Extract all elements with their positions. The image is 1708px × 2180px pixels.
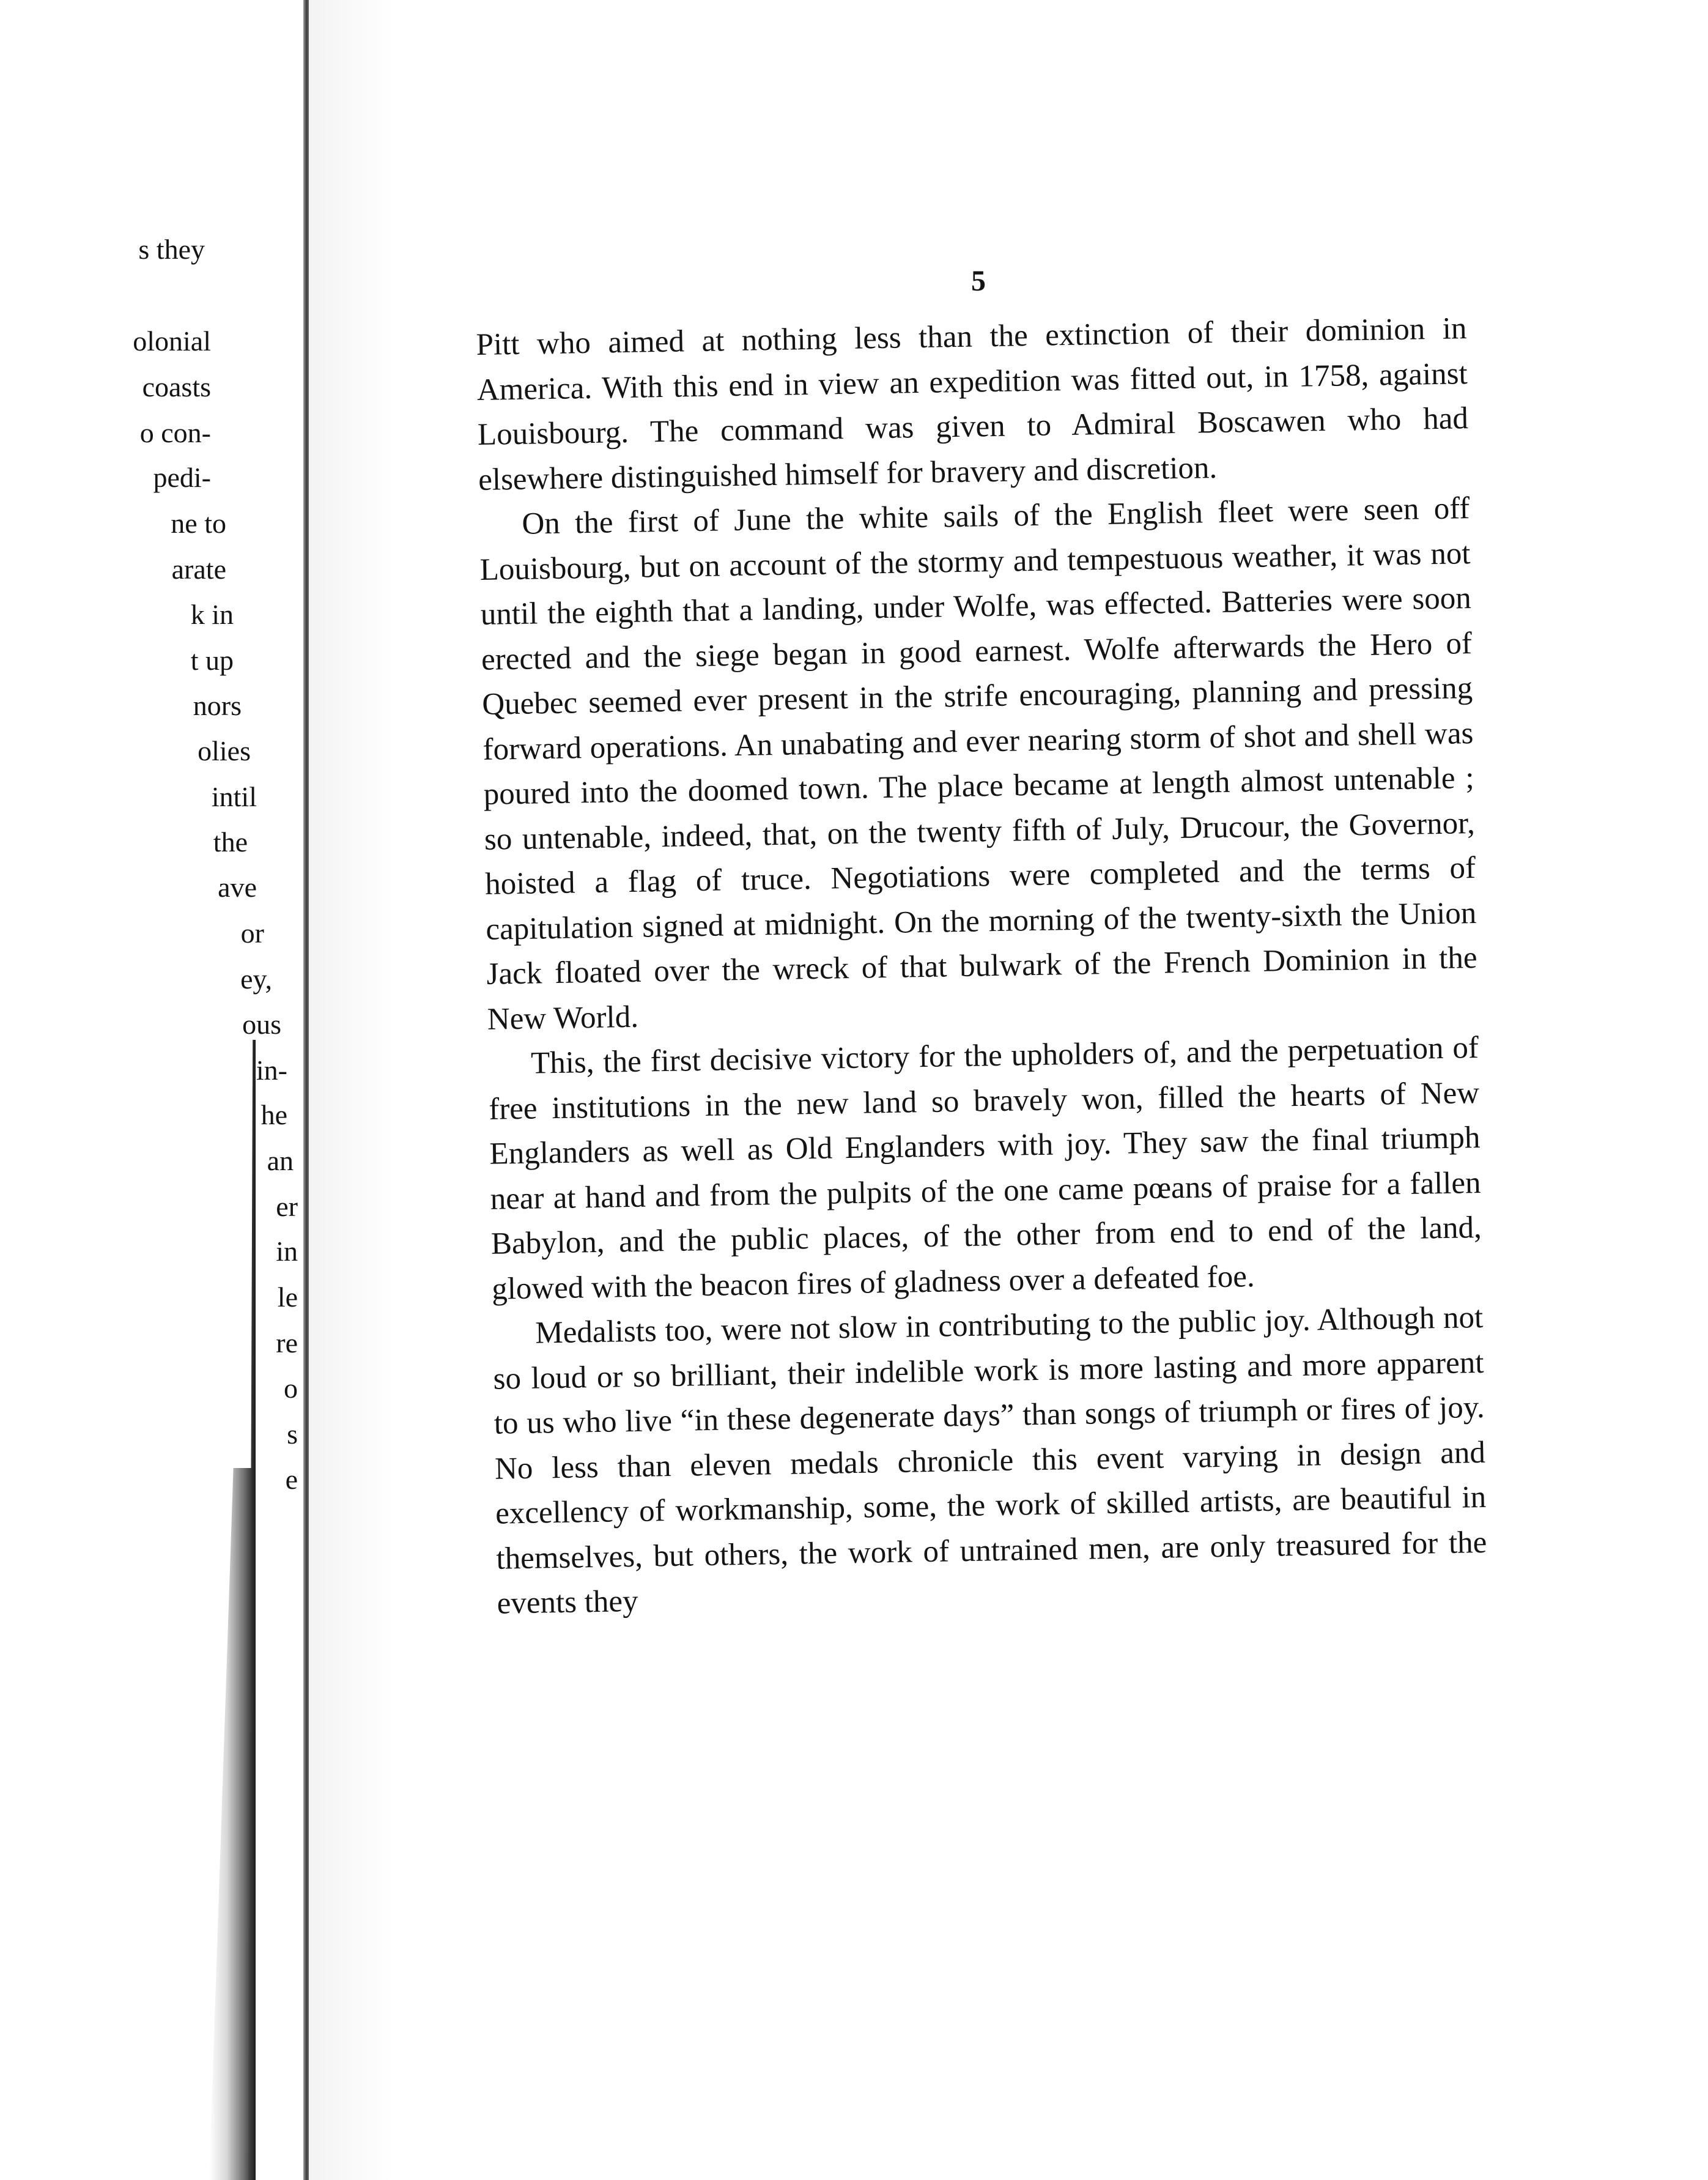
left-page-line: s xyxy=(287,1418,298,1450)
paragraph-1: Pitt who aimed at nothing less than the extinction of their dominion in America. With this end in view an expedition was fitted out, in 1758, against Louisbourg. The command was given to Admiral Boscawen who had elsewhere distinguished himself for bravery and discretion. xyxy=(476,311,1469,497)
left-page-line: o xyxy=(284,1373,298,1404)
left-page-line: olonial xyxy=(133,325,211,357)
left-page-line: o con- xyxy=(139,417,211,448)
left-page-line: olies xyxy=(198,735,251,766)
left-page-line: he xyxy=(261,1099,287,1130)
left-page-line: an xyxy=(267,1145,294,1176)
left-page-line: le xyxy=(277,1281,298,1313)
page-body-text xyxy=(476,306,1488,1626)
left-page-line: er xyxy=(276,1191,298,1222)
left-page-line: nors xyxy=(193,690,242,721)
left-page-line: pedi- xyxy=(153,462,211,493)
left-page-line: intil xyxy=(211,781,257,812)
paragraph-3: This, the first decisive victory for the upholders of, and the perpetuation of free institutions in the new land so bravely won, filled the hearts of New Englanders as well as Old Englanders with joy. They saw the final triumph near at hand and from the pulpits of the one came pœans of praise for a fallen Babylon, and the public places, of the other from end to end of the land, glowed with the beacon fires of gladness over a defeated foe. xyxy=(488,1030,1482,1307)
left-page-line: t up xyxy=(190,645,234,676)
left-page-line: or xyxy=(240,918,264,949)
left-page-line: e xyxy=(285,1464,298,1495)
left-page-line: the xyxy=(213,826,248,858)
page-number: 5 xyxy=(971,265,986,297)
left-page-line: ne to xyxy=(171,508,226,539)
left-page-edge xyxy=(303,0,309,2180)
left-page-line: arate xyxy=(171,554,226,585)
left-page-line: k in xyxy=(190,599,234,630)
left-page-line: s they xyxy=(138,234,205,265)
left-page-line: re xyxy=(276,1327,298,1359)
paragraph-2: On the first of June the white sails of the English fleet were seen off Louisbourg, but on account of the stormy and tempestuous weather, it was not until the eighth that a landing, under Wolfe, was effected. Batteries were soon erected and the siege began in good earnest. Wolfe afterwards the Hero of Quebec seemed ever present in the strife encouraging, planning and pressing forward operations. An unabating and ever nearing storm of shot and shell was poured into the doomed town. The place became at length almost untenable ; so untenable, indeed, that, on the twenty fifth of July, Drucour, the Governor, hoisted a flag of truce. Negotiations were completed and the terms of capitulation signed at midnight. On the morning of the twenty-sixth the Union Jack floated over the wreck of that bulwark of the French Dominion in the New World. xyxy=(479,491,1477,1037)
left-page-line: ous xyxy=(242,1009,281,1040)
left-page-line: in- xyxy=(256,1055,287,1086)
left-facing-page xyxy=(0,0,306,2180)
left-page-line: in xyxy=(276,1236,298,1267)
left-page-line: coasts xyxy=(142,371,211,402)
paragraph-4: Medalists too, were not slow in contributing to the public joy. Although not so loud or so brilliant, their indelible work is more lasting and more apparent to us who live “in these degenerate days” than songs of triumph or fires of joy. No less than eleven medals chronicle this event varying in design and excellency of workmanship, some, the work of skilled artists, are beautiful in themselves, but others, the work of untrained men, are only treasured for the events they xyxy=(493,1300,1487,1621)
left-page-line: ave xyxy=(218,872,257,903)
left-page-line: ey, xyxy=(240,963,272,995)
